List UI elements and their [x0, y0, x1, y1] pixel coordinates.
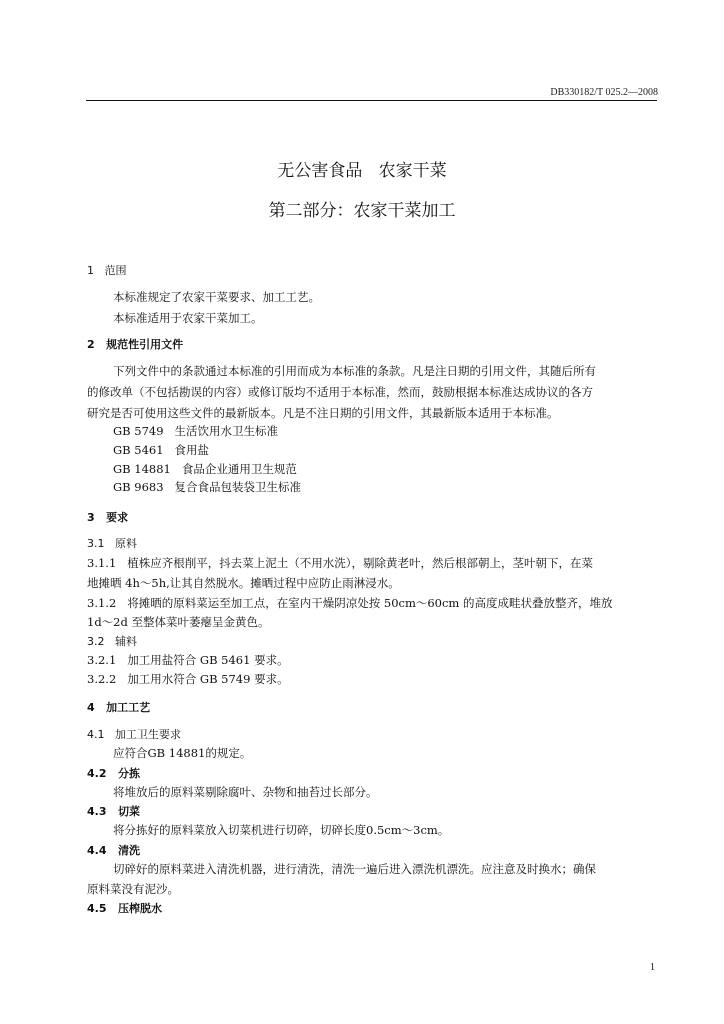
section-3-1-2-line-1: 3.1.2 将摊晒的原料菜运至加工点，在室内干燥阴凉处按 50cm～60cm 的高度成畦状叠放整齐，堆放 — [87, 596, 613, 610]
section-4-3-heading: 4.3 切菜 — [87, 805, 140, 818]
section-2-para-line-2: 的修改单（不包括勘误的内容）或修订版均不适用于本标准，然而，鼓励根据本标准达成协议的各方 — [87, 385, 593, 399]
section-3-2-1: 3.2.1 加工用盐符合 GB 5461 要求。 — [87, 653, 289, 667]
section-2-heading: 2 规范性引用文件 — [87, 338, 184, 351]
document-code: DB330182/T 025.2—2008 — [550, 87, 658, 98]
section-4-1-text: 应符合GB 14881的规定。 — [113, 746, 252, 760]
section-4-3-text: 将分拣好的原料菜放入切菜机进行切碎，切碎长度0.5cm～3cm。 — [113, 823, 450, 837]
section-1-line-1: 本标准规定了农家干菜要求、加工工艺。 — [113, 290, 320, 304]
document-title: 无公害食品 农家干菜 — [277, 161, 447, 181]
section-3-1-1-line-1: 3.1.1 植株应齐根削平，抖去菜上泥土（不用水洗），剔除黄老叶，然后根部朝上，茎叶朝下，在菜 — [87, 556, 593, 570]
document-subtitle: 第二部分：农家干菜加工 — [268, 201, 456, 221]
reference-gb5461: GB 5461 食用盐 — [113, 443, 210, 457]
section-3-2-2: 3.2.2 加工用水符合 GB 5749 要求。 — [87, 672, 289, 686]
section-4-heading: 4 加工工艺 — [87, 701, 151, 714]
section-4-5-heading: 4.5 压榨脱水 — [87, 902, 162, 915]
section-4-4-heading: 4.4 清洗 — [87, 844, 140, 857]
reference-gb9683: GB 9683 复合食品包装袋卫生标准 — [113, 480, 302, 494]
section-2-para-line-3: 研究是否可使用这些文件的最新版本。凡是不注日期的引用文件，其最新版本适用于本标准。 — [87, 406, 559, 420]
section-1-heading: 1 范围 — [87, 264, 127, 277]
section-3-1-1-line-2: 地摊晒 4h～5h,让其自然脱水。摊晒过程中应防止雨淋浸水。 — [87, 576, 400, 590]
section-3-1-heading: 3.1 原料 — [87, 537, 137, 550]
section-4-2-text: 将堆放后的原料菜剔除腐叶、杂物和抽苔过长部分。 — [113, 785, 378, 799]
reference-gb5749: GB 5749 生活饮用水卫生标准 — [113, 424, 279, 438]
section-4-2-heading: 4.2 分拣 — [87, 767, 140, 780]
section-2-para-line-1: 下列文件中的条款通过本标准的引用而成为本标准的条款。凡是注日期的引用文件，其随后所有 — [113, 364, 596, 378]
section-4-4-line-2: 原料菜没有泥沙。 — [87, 882, 179, 896]
section-1-line-2: 本标准适用于农家干菜加工。 — [113, 311, 263, 325]
page-number: 1 — [650, 962, 655, 973]
header-rule — [86, 100, 657, 101]
reference-gb14881: GB 14881 食品企业通用卫生规范 — [113, 462, 297, 476]
section-3-heading: 3 要求 — [87, 511, 129, 524]
section-4-1-heading: 4.1 加工卫生要求 — [87, 728, 181, 741]
section-3-2-heading: 3.2 辅料 — [87, 635, 137, 648]
section-4-4-line-1: 切碎好的原料菜进入清洗机器，进行清洗，清洗一遍后进入漂洗机漂洗。应注意及时换水；确保 — [113, 862, 596, 876]
section-3-1-2-line-2: 1d～2d 至整体菜叶萎瘪呈金黄色。 — [87, 615, 270, 629]
